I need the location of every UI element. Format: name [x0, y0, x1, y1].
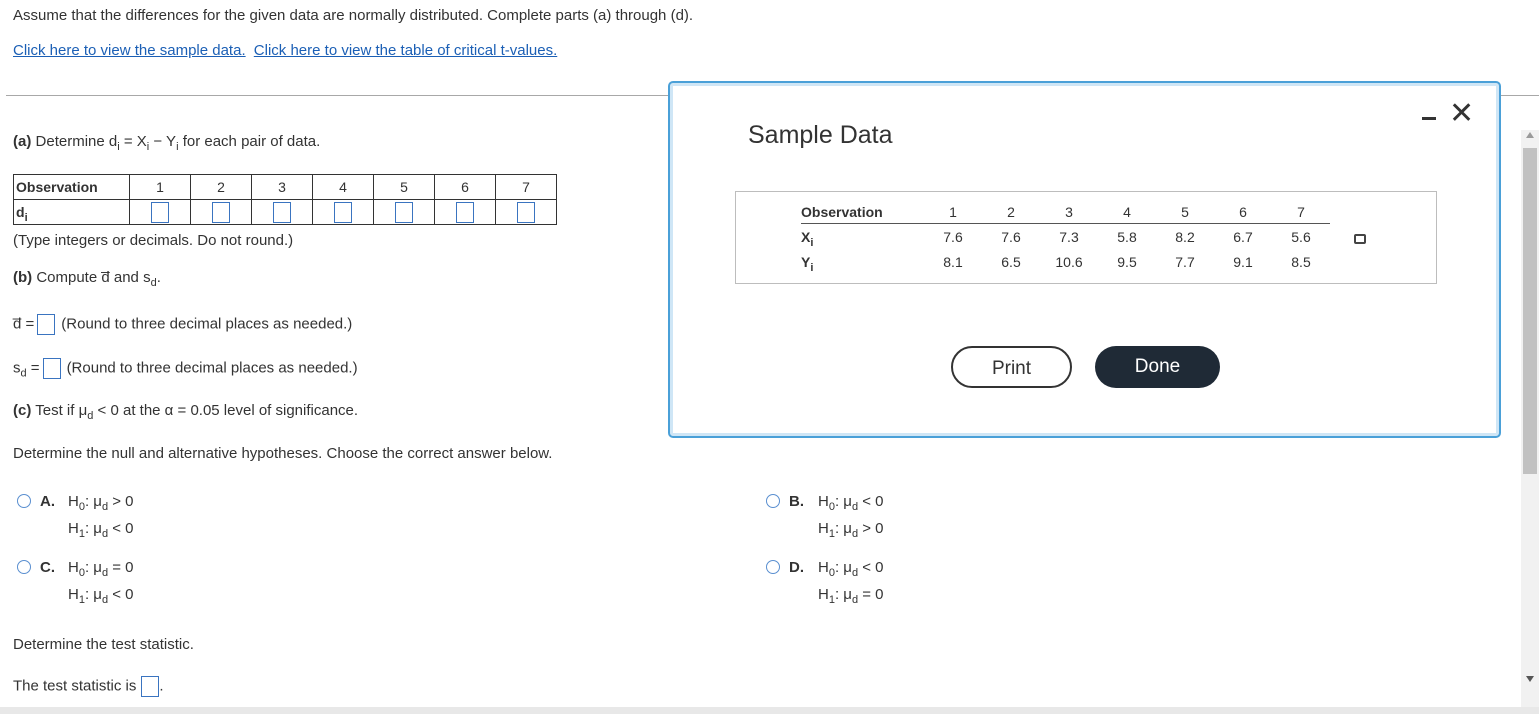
option-d-radio[interactable]	[766, 560, 780, 574]
hypotheses-prompt: Determine the null and alternative hypotheses. Choose the correct answer below.	[13, 445, 553, 462]
close-icon[interactable]: ✕	[1449, 97, 1475, 130]
option-b-letter: B.	[789, 493, 804, 510]
d1-input[interactable]	[151, 202, 169, 223]
d2-input[interactable]	[212, 202, 230, 223]
part-b-prompt: (b) Compute d̅ and $s_d$.	[13, 269, 161, 289]
scrollbar-thumb[interactable]	[1523, 148, 1537, 474]
option-b-h1: $H_1$: $\mu_d > 0$	[818, 520, 884, 540]
option-c-h1: $H_1$: $\mu_d < 0$	[68, 586, 134, 606]
test-stat-prompt: Determine the test statistic.	[13, 636, 194, 653]
bottom-bar	[0, 707, 1539, 714]
option-a-letter: A.	[40, 493, 55, 510]
d6-input[interactable]	[456, 202, 474, 223]
differences-table: Observation 1 2 3 4 5 6 7 $d_i$	[13, 174, 557, 225]
sample-data-link[interactable]: Click here to view the sample data.	[13, 42, 246, 59]
scroll-up-icon[interactable]	[1526, 132, 1534, 138]
sd-input[interactable]	[43, 358, 61, 379]
option-b-radio[interactable]	[766, 494, 780, 508]
option-d-h0: $H_0$: $\mu_d < 0$	[818, 559, 884, 579]
di-row-label: $d_i$	[14, 200, 130, 225]
critical-values-link[interactable]: Click here to view the table of critical t-values.	[253, 42, 558, 59]
sample-data-box	[735, 191, 1437, 284]
option-c-radio[interactable]	[17, 560, 31, 574]
d5-input[interactable]	[395, 202, 413, 223]
scroll-down-icon[interactable]	[1526, 676, 1534, 682]
d3-input[interactable]	[273, 202, 291, 223]
print-button[interactable]: Print	[951, 346, 1072, 388]
option-b-h0: $H_0$: $\mu_d < 0$	[818, 493, 884, 513]
test-stat-input[interactable]	[141, 676, 159, 697]
part-a-note: (Type integers or decimals. Do not round.)	[13, 232, 294, 249]
sample-data-dialog	[668, 81, 1501, 438]
sample-data-table: Observation 1 2 3 4 5 6 7 $X_i$ 7.6 7.6 7.3 5.8 8.2 6.7 5.6 $Y_i$ 8.1 6.5 10.6 9.5 7.7 9.1 8.5	[801, 201, 1330, 274]
option-c-letter: C.	[40, 559, 55, 576]
y-row-label: $Y_i$	[801, 253, 814, 274]
dbar-row: d̅ = (Round to three decimal places as needed.)	[13, 314, 352, 335]
minimize-icon[interactable]	[1422, 117, 1436, 120]
option-a-h0: $H_0$: $\mu_d > 0$	[68, 493, 134, 513]
d7-input[interactable]	[517, 202, 535, 223]
option-d-letter: D.	[789, 559, 804, 576]
sd-row: $s_d$ = (Round to three decimal places as needed.)	[13, 359, 358, 380]
part-a-prompt: (a) Determine $d_i = X_i - Y_i$ for each pair of data.	[13, 133, 321, 153]
option-a-h1: $H_1$: $\mu_d < 0$	[68, 520, 134, 540]
dbar-input[interactable]	[37, 314, 55, 335]
test-stat-row: The test statistic is .	[13, 676, 164, 697]
part-c-prompt: (c) Test if $\mu_d < 0$ at the α = 0.05 level of significance.	[13, 402, 359, 422]
dialog-title: Sample Data	[748, 121, 893, 149]
observation-header: Observation	[14, 175, 130, 200]
instructions-text: Assume that the differences for the given data are normally distributed. Complete parts (a) through (d).	[13, 7, 694, 24]
option-d-h1: $H_1$: $\mu_d = 0$	[818, 586, 884, 606]
copy-icon[interactable]	[1354, 234, 1366, 244]
x-row-label: $X_i$	[801, 228, 814, 249]
d4-input[interactable]	[334, 202, 352, 223]
done-button[interactable]: Done	[1095, 346, 1220, 388]
option-c-h0: $H_0$: $\mu_d = 0$	[68, 559, 134, 579]
option-a-radio[interactable]	[17, 494, 31, 508]
